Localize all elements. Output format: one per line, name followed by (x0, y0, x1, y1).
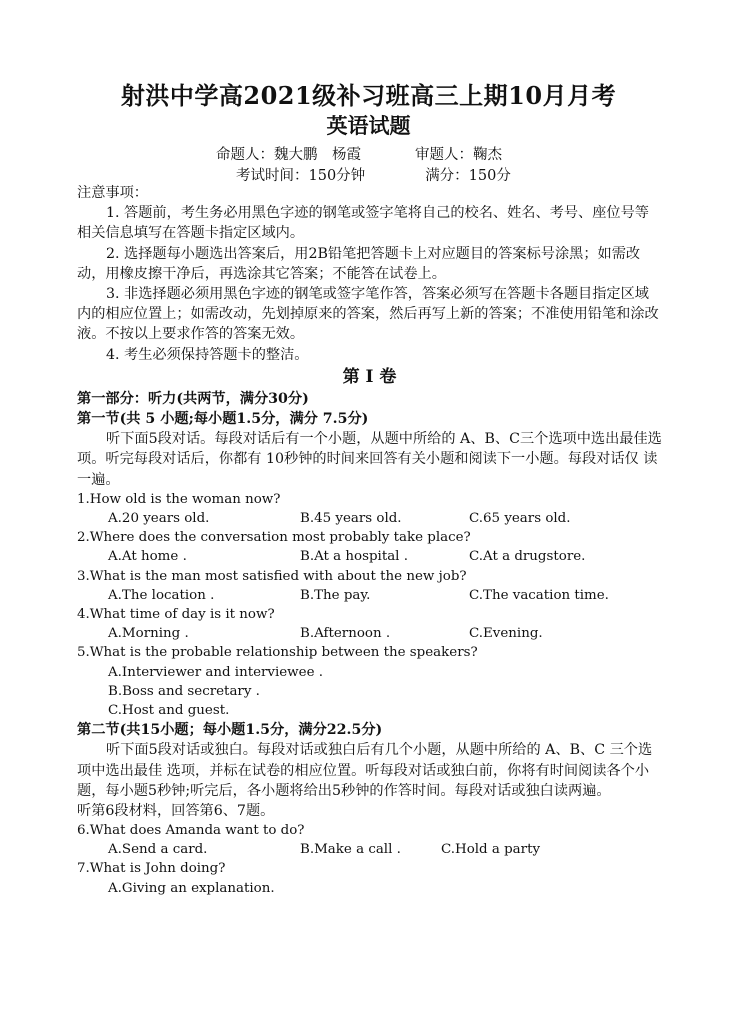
question-3: 3.What is the man most satisfied with about the new job? (77, 568, 467, 584)
question-1: 1.How old is the woman now? (77, 491, 281, 507)
options-2 (77, 547, 662, 566)
option-b: B.At a hospital . (300, 549, 408, 565)
option-b: B.45 years old. (300, 511, 402, 527)
option-b: B.Make a call . (300, 842, 401, 858)
option-c: C.65 years old. (469, 511, 571, 527)
section1-heading: 第一节(共 5 小题;每小题1.5分，满分 7.5分) (77, 411, 369, 428)
section1-instructions: 听下面5段对话。每段对话后有一个小题，从题中所给的 A、B、C三个选项中选出最佳选项。听完每段对话后，你都有 10秒钟的时间来回答有关小题和阅读下一小题。每段对话仅 读一遍。 (77, 431, 662, 488)
part1-heading: 第一部分：听力(共两节，满分30分) (77, 390, 309, 407)
note-item: 1. 答题前，考生务必用黑色字迹的钢笔或签字笔将自己的校名、姓名、考号、座位号等相关信息填写在答题卡指定区域内。 (77, 205, 649, 242)
note-item: 4. 考生必须保持答题卡的整洁。 (106, 346, 309, 363)
option-c: C.Hold a party (441, 842, 541, 858)
question-7: 7.What is John doing? (77, 861, 226, 877)
exam-body (77, 183, 662, 898)
score-text: 满分：150分 (425, 168, 511, 184)
question-6: 6.What does Amanda want to do? (77, 823, 305, 839)
option-b: B.Boss and secretary . (108, 683, 260, 699)
note-item: 2. 选择题每小题选出答案后，用2B铅笔把答题卡上对应题目的答案标号涂黑；如需改动，用橡皮擦干净后，再选涂其它答案；不能答在试卷上。 (77, 245, 641, 282)
volume-heading: 第 I 卷 (342, 366, 397, 387)
option-c: C.Evening. (469, 626, 543, 642)
exam-authors (216, 143, 502, 164)
time-text: 考试时间：150分钟 (236, 168, 366, 184)
option-c: C.The vacation time. (469, 587, 609, 603)
option-a: A.Giving an explanation. (108, 880, 275, 896)
options-4 (77, 624, 662, 643)
option-a: A.20 years old. (108, 511, 210, 527)
option-c: C.At a drugstore. (469, 549, 586, 565)
setters-text: 命题人：魏大鹏 杨霞 (216, 147, 361, 163)
option-a: A.Morning . (108, 626, 189, 642)
material-note: 听第6段材料，回答第6、7题。 (77, 802, 275, 819)
exam-info (236, 164, 511, 185)
options-6 (77, 840, 662, 859)
question-4: 4.What time of day is it now? (77, 606, 275, 622)
notes-heading: 注意事项： (77, 185, 148, 201)
note-item: 3. 非选择题必须用黑色字迹的钢笔或签字笔作答，答案必须写在答题卡各题目指定区域内的相应位置上；如需改动，先划掉原来的答案，然后再写上新的答案；不准使用铅笔和涂改液。不按以上要求作答的答案无效。 (77, 286, 659, 343)
reviewer-text: 审题人：鞠杰 (415, 147, 502, 163)
section2-instructions: 听下面5段对话或独白。每段对话或独白后有几个小题，从题中所给的 A、B、C 三个选项中选出最佳 选项，并标在试卷的相应位置。听每段对话或独白前，你将有时间阅读各个小题，每小题5秒钟;听完后，各小题将给出5秒钟的作答时间。每段对话或独白读两遍。 (77, 742, 653, 799)
option-a: A.At home . (108, 549, 187, 565)
question-2: 2.Where does the conversation most probably take place? (77, 530, 471, 546)
section2-heading: 第二节(共15小题；每小题1.5分，满分22.5分) (77, 722, 383, 739)
option-a: A.Send a card. (108, 842, 208, 858)
option-c: C.Host and guest. (108, 702, 230, 718)
options-3 (77, 586, 662, 605)
question-5: 5.What is the probable relationship between the speakers? (77, 645, 478, 661)
exam-title: 射洪中学高2021级补习班高三上期10月月考 (120, 81, 617, 110)
option-b: B.The pay. (300, 587, 371, 603)
option-a: A.The location . (108, 587, 215, 603)
options-1 (77, 509, 662, 528)
option-a: A.Interviewer and interviewee . (108, 664, 324, 680)
option-b: B.Afternoon . (300, 626, 391, 642)
exam-subtitle: 英语试题 (326, 113, 411, 138)
